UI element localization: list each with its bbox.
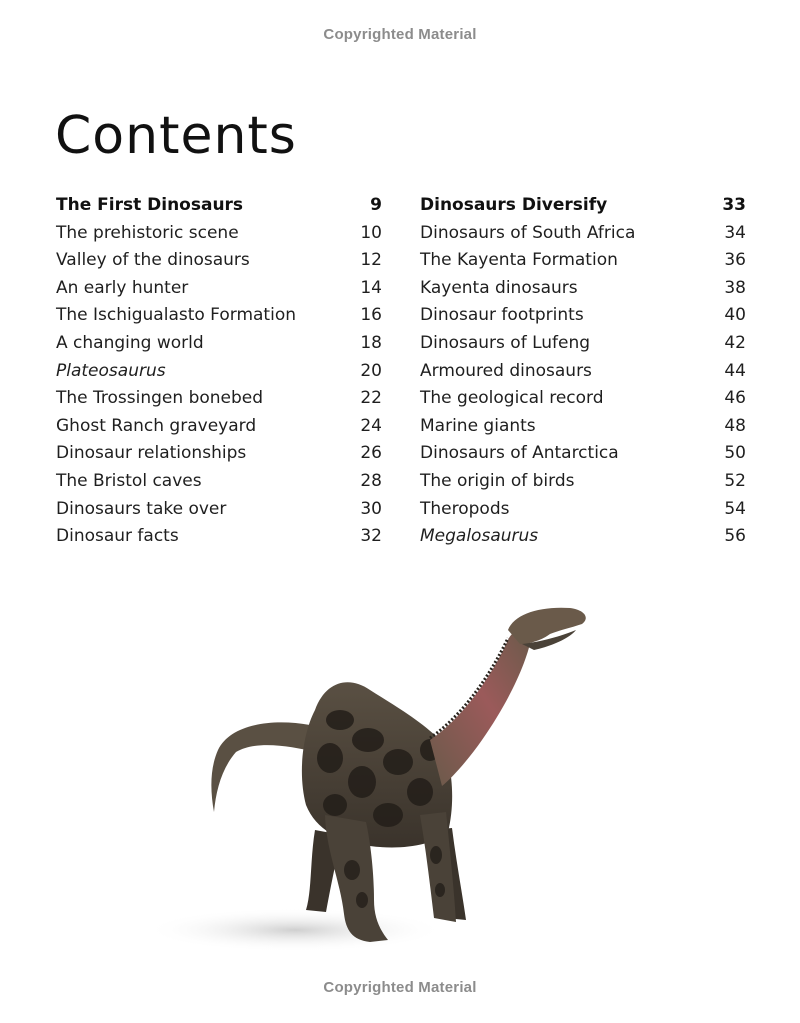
toc-page-number: 28 xyxy=(360,470,382,491)
toc-section-heading xyxy=(420,195,746,223)
toc-page-number: 12 xyxy=(360,250,382,271)
toc-entry xyxy=(420,250,746,278)
toc-entry-title: Megalosaurus xyxy=(420,526,539,547)
toc-entry xyxy=(420,499,746,527)
neck xyxy=(430,630,532,786)
toc-entry-title: Dinosaurs take over xyxy=(56,498,227,519)
toc-entry-title: Theropods xyxy=(420,498,510,519)
page-title: Contents xyxy=(55,106,297,166)
toc-column-right xyxy=(420,195,746,554)
toc-entry xyxy=(420,305,746,333)
toc-entry-title: Plateosaurus xyxy=(56,360,166,381)
toc-entry xyxy=(56,526,382,554)
toc-entry xyxy=(56,223,382,251)
toc-entry xyxy=(56,278,382,306)
toc-entry-title: The Kayenta Formation xyxy=(420,250,618,271)
dinosaur-illustration xyxy=(130,600,610,970)
toc-entry xyxy=(56,333,382,361)
toc-page-number: 52 xyxy=(724,470,746,491)
toc-entry xyxy=(420,471,746,499)
ground-shadow xyxy=(145,908,445,952)
toc-entry-title: The geological record xyxy=(420,388,604,409)
toc-entry-title: Dinosaurs of Lufeng xyxy=(420,332,591,353)
toc-entry-title: Armoured dinosaurs xyxy=(420,360,592,381)
watermark-bottom: Copyrighted Material xyxy=(323,979,477,996)
toc-entry xyxy=(56,499,382,527)
toc-entry-title: The Trossingen bonebed xyxy=(56,388,264,409)
toc-page-number: 32 xyxy=(360,526,382,547)
toc-entry-title: The First Dinosaurs xyxy=(56,195,244,215)
toc-entry-title: An early hunter xyxy=(56,277,189,298)
toc-entry-title: Kayenta dinosaurs xyxy=(420,277,578,298)
toc-page-number: 26 xyxy=(360,443,382,464)
toc-entry xyxy=(420,388,746,416)
toc-entry xyxy=(420,361,746,389)
toc-entry xyxy=(420,223,746,251)
toc-entry xyxy=(56,416,382,444)
tail xyxy=(211,722,316,812)
toc-page-number: 22 xyxy=(360,388,382,409)
toc-entry-title: The Bristol caves xyxy=(56,470,202,491)
toc-entry-title: Dinosaur facts xyxy=(56,526,179,547)
toc-page-number: 50 xyxy=(724,443,746,464)
toc-page-number: 18 xyxy=(360,332,382,353)
toc-page-number: 38 xyxy=(724,277,746,298)
toc-page-number: 20 xyxy=(360,360,382,381)
toc-entry-title: Dinosaur footprints xyxy=(420,305,584,326)
toc-page-number: 10 xyxy=(360,222,382,243)
toc-page-number: 40 xyxy=(724,305,746,326)
toc-entry-title: Valley of the dinosaurs xyxy=(56,250,250,271)
toc-entry-title: Dinosaurs Diversify xyxy=(420,195,608,215)
watermark-top: Copyrighted Material xyxy=(323,26,477,43)
toc-page-number: 54 xyxy=(724,498,746,519)
toc-column-left xyxy=(56,195,382,554)
toc-entry xyxy=(420,443,746,471)
toc-page-number: 56 xyxy=(724,526,746,547)
toc-entry xyxy=(420,416,746,444)
toc-entry-title: The Ischigualasto Formation xyxy=(56,305,296,326)
head xyxy=(508,608,586,644)
toc-entry-title: Dinosaurs of Antarctica xyxy=(420,443,619,464)
toc-entry xyxy=(56,388,382,416)
toc-entry-title: Dinosaurs of South Africa xyxy=(420,222,636,243)
toc-page-number: 46 xyxy=(724,388,746,409)
toc-page-number: 42 xyxy=(724,332,746,353)
toc-section-heading xyxy=(56,195,382,223)
toc-entry-title: The origin of birds xyxy=(420,470,575,491)
toc-page-number: 48 xyxy=(724,415,746,436)
toc-entry-title: A changing world xyxy=(56,332,204,353)
toc-entry xyxy=(56,250,382,278)
toc-entry xyxy=(56,305,382,333)
toc-page-number: 34 xyxy=(724,222,746,243)
toc-page-number: 9 xyxy=(370,195,382,215)
toc-entry xyxy=(420,333,746,361)
toc-page-number: 14 xyxy=(360,277,382,298)
toc-entry-title: Ghost Ranch graveyard xyxy=(56,415,257,436)
toc-entry-title: Marine giants xyxy=(420,415,536,436)
toc-entry xyxy=(56,443,382,471)
toc-page-number: 44 xyxy=(724,360,746,381)
toc-page-number: 16 xyxy=(360,305,382,326)
toc-entry xyxy=(420,526,746,554)
toc-entry-title: Dinosaur relationships xyxy=(56,443,247,464)
toc-entry xyxy=(56,361,382,389)
toc-page-number: 36 xyxy=(724,250,746,271)
toc-entry xyxy=(420,278,746,306)
toc-page-number: 30 xyxy=(360,498,382,519)
toc-entry xyxy=(56,471,382,499)
toc-page-number: 24 xyxy=(360,415,382,436)
toc-page-number: 33 xyxy=(722,195,746,215)
toc-entry-title: The prehistoric scene xyxy=(56,222,239,243)
